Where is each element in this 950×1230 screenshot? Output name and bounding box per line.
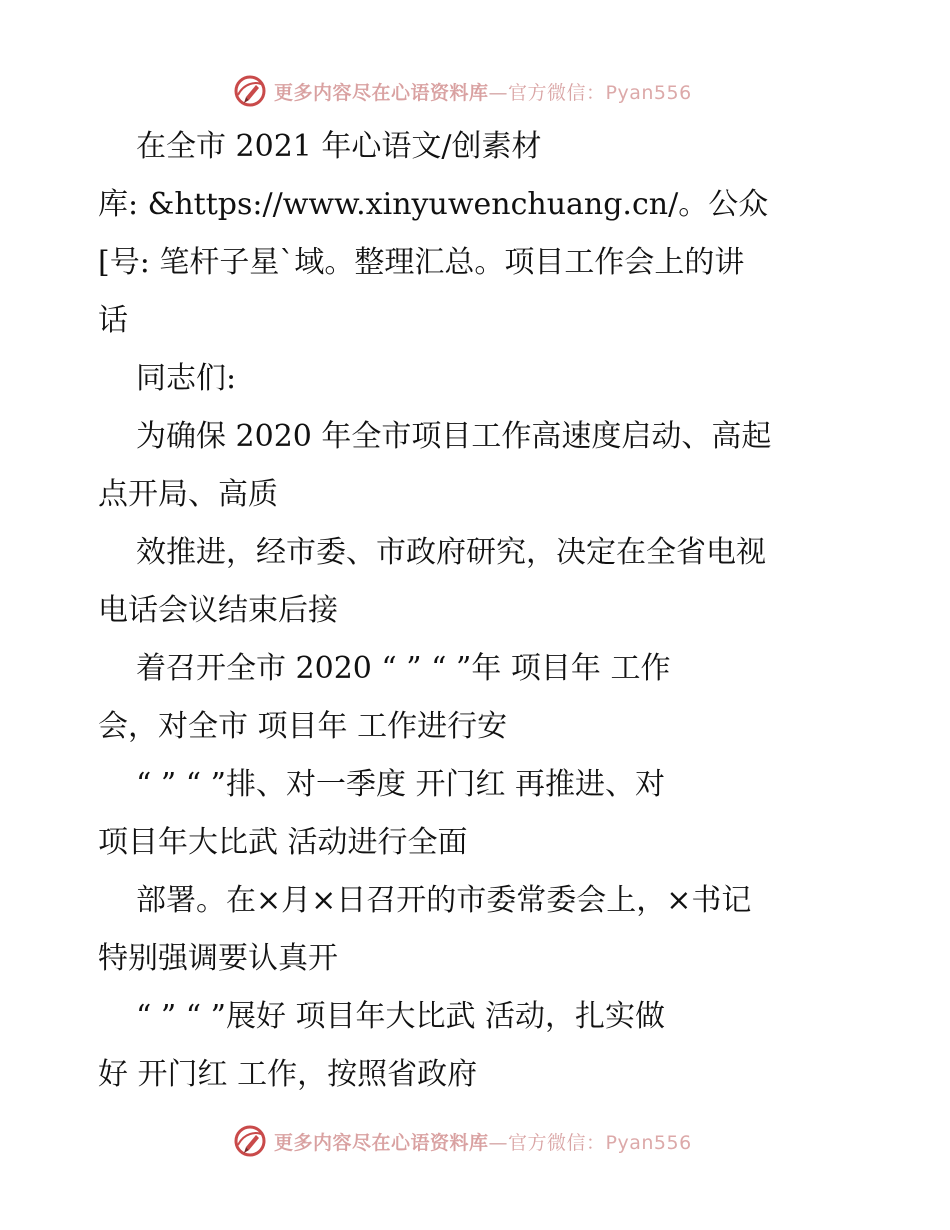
watermark-wechat-label: 官方微信： bbox=[508, 81, 606, 104]
watermark-separator: — bbox=[488, 81, 509, 104]
watermark-separator: — bbox=[488, 1131, 509, 1154]
text-line: “ ” “ ”展好 项目年大比武 活动，扎实做 bbox=[136, 999, 666, 1034]
text-line: 库: &https://www.xinyuwenchuang.cn/。公众 bbox=[98, 187, 769, 222]
text-line: 电话会议结束后接 bbox=[98, 593, 338, 628]
text-line: 在全市 2021 年心语文/创素材 bbox=[136, 129, 542, 164]
text-line: 话 bbox=[98, 303, 128, 338]
text-line: [号: 笔杆子星`域。整理汇总。项目工作会上的讲 bbox=[98, 245, 745, 280]
watermark-text bbox=[274, 78, 692, 105]
text-line: 效推进，经市委、市政府研究，决定在全省电视 bbox=[136, 535, 766, 570]
watermark-wechat-id: Pyan556 bbox=[605, 81, 692, 104]
text-line: 部署。在×月×日召开的市委常委会上，×书记 bbox=[136, 883, 752, 918]
text-line: 点开局、高质 bbox=[98, 477, 278, 512]
text-line: 着召开全市 2020 “ ” “ ”年 项目年 工作 bbox=[136, 651, 671, 686]
header-watermark bbox=[232, 71, 752, 111]
watermark-wechat-label: 官方微信： bbox=[508, 1131, 606, 1154]
watermark-wechat-id: Pyan556 bbox=[605, 1131, 692, 1154]
watermark-main: 更多内容尽在心语资料库 bbox=[274, 1131, 489, 1154]
text-line: 项目年大比武 活动进行全面 bbox=[98, 825, 468, 860]
watermark-main: 更多内容尽在心语资料库 bbox=[274, 81, 489, 104]
pen-circle-logo-icon bbox=[232, 1123, 268, 1159]
text-line: 会，对全市 项目年 工作进行安 bbox=[98, 709, 508, 744]
text-line: 特别强调要认真开 bbox=[98, 941, 338, 976]
watermark-text bbox=[274, 1128, 692, 1155]
text-line: 好 开门红 工作，按照省政府 bbox=[98, 1057, 478, 1092]
salutation: 同志们: bbox=[136, 361, 237, 396]
text-line: “ ” “ ”排、对一季度 开门红 再推进、对 bbox=[136, 767, 666, 802]
footer-watermark bbox=[232, 1121, 752, 1161]
document-body bbox=[98, 118, 858, 1104]
pen-circle-logo-icon bbox=[232, 73, 268, 109]
text-line: 为确保 2020 年全市项目工作高速度启动、高起 bbox=[136, 419, 772, 454]
